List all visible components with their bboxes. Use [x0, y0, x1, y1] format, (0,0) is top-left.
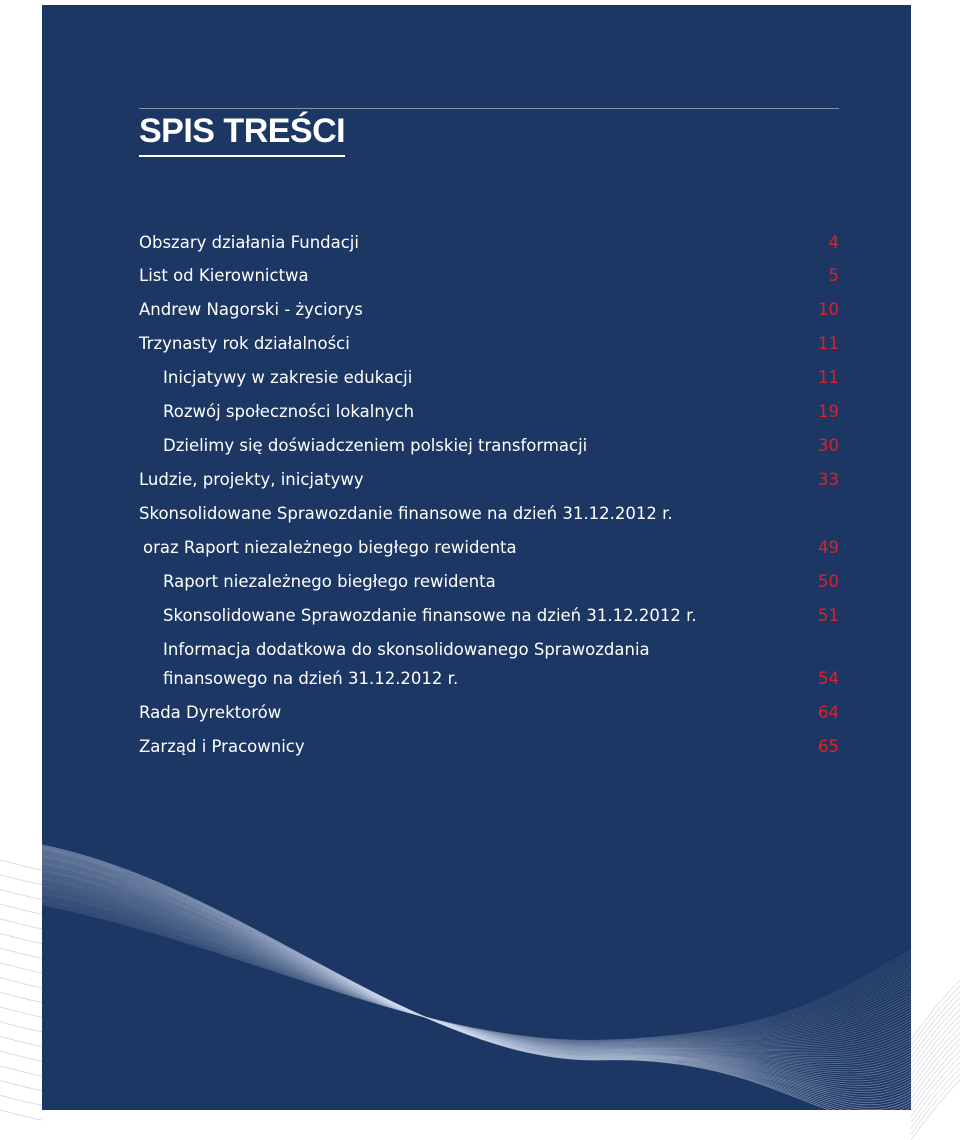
toc-entry-label: finansowego na dzień 31.12.2012 r. — [163, 669, 459, 688]
wave-line-right — [911, 1074, 960, 1134]
wave-line-left — [0, 963, 42, 973]
wave-line-right — [911, 1009, 960, 1069]
toc-entry-label: Inicjatywy w zakresie edukacji — [163, 368, 413, 387]
decorative-wave-lines — [42, 825, 911, 1110]
wave-line-right — [911, 1004, 960, 1064]
toc-entry-page: 10 — [818, 300, 839, 319]
toc-entry-page: 11 — [818, 368, 839, 387]
wave-line-right — [911, 1080, 960, 1140]
toc-entry-label: List od Kierownictwa — [139, 266, 309, 285]
toc-entry — [139, 436, 839, 466]
toc-entry-label: Trzynasty rok działalności — [139, 334, 350, 353]
toc-entry-page: 4 — [828, 233, 839, 252]
toc-entry-page: 49 — [818, 538, 839, 557]
toc-entry — [139, 737, 839, 767]
toc-entry-page: 50 — [818, 572, 839, 591]
toc-entry-label: Rozwój społeczności lokalnych — [163, 402, 415, 421]
toc-entry-page: 54 — [818, 669, 839, 688]
toc-entry-label: Obszary działania Fundacji — [139, 233, 359, 252]
toc-entry — [139, 402, 839, 432]
toc-entry-label: Ludzie, projekty, inicjatywy — [139, 470, 364, 489]
toc-entry-label: Rada Dyrektorów — [139, 703, 282, 722]
toc-entry-page: 11 — [818, 334, 839, 353]
toc-entry-page: 51 — [818, 606, 839, 625]
toc-entry — [139, 572, 839, 602]
toc-entry-page: 19 — [818, 402, 839, 421]
wave-line-left — [0, 1036, 42, 1046]
toc-entry — [139, 669, 839, 699]
wave-line-left — [0, 919, 42, 929]
toc-entry — [139, 266, 839, 296]
toc-entry — [139, 233, 839, 263]
wave-line-left — [0, 1066, 42, 1076]
toc-entry-label: Raport niezależnego biegłego rewidenta — [163, 572, 496, 591]
toc-entry-page: 64 — [818, 703, 839, 722]
toc-entry — [139, 470, 839, 500]
wave-line-right — [911, 1039, 960, 1099]
toc-entry-label: Andrew Nagorski - życiorys — [139, 300, 363, 319]
toc-entry-page: 30 — [818, 436, 839, 455]
wave-line-right — [911, 992, 960, 1052]
wave-line-left — [0, 889, 42, 899]
wave-line-left — [0, 934, 42, 944]
wave-line-left — [0, 1110, 42, 1120]
wave-line-right — [911, 1015, 960, 1075]
toc-entry-label: Zarząd i Pracownicy — [139, 737, 305, 756]
wave-line-right — [911, 986, 960, 1046]
toc-entry-label: oraz Raport niezależnego biegłego rewidenta — [143, 538, 517, 557]
toc-entry-page: 5 — [828, 266, 839, 285]
wave-line-left — [0, 978, 42, 988]
toc-entry — [139, 300, 839, 330]
document-page — [42, 5, 911, 1110]
wave-line-right — [911, 1062, 960, 1122]
toc-entry — [139, 504, 839, 534]
wave-line-left — [0, 1051, 42, 1061]
toc-entry-page: 33 — [818, 470, 839, 489]
toc-entry — [139, 640, 839, 670]
wave-line-right — [911, 980, 960, 1040]
toc-entry — [139, 368, 839, 398]
toc-entry-page: 65 — [818, 737, 839, 756]
toc-entry — [139, 538, 839, 568]
page-title: SPIS TREŚCI — [139, 109, 345, 157]
wave-line-left — [0, 1007, 42, 1017]
wave-line-left — [0, 860, 42, 870]
wave-line-right — [911, 1056, 960, 1116]
wave-line-left — [0, 1022, 42, 1032]
toc-entry-label: Dzielimy się doświadczeniem polskiej transformacji — [163, 436, 588, 455]
wave-line-right — [911, 1021, 960, 1081]
wave-line-right — [911, 1051, 960, 1111]
toc-entry — [139, 606, 839, 636]
wave-line-right — [911, 998, 960, 1058]
wave-line-left — [0, 1095, 42, 1105]
wave-line-right — [911, 1045, 960, 1105]
wave-line-right — [911, 1027, 960, 1087]
toc-entry — [139, 703, 839, 733]
wave-line-right — [911, 1068, 960, 1128]
wave-line-left — [0, 948, 42, 958]
wave-line-left — [0, 992, 42, 1002]
wave-line-right — [911, 1033, 960, 1093]
wave-line-left — [0, 875, 42, 885]
toc-entry-label: Informacja dodatkowa do skonsolidowanego Sprawozdania — [163, 640, 650, 659]
toc-entry-label: Skonsolidowane Sprawozdanie finansowe na dzień 31.12.2012 r. — [163, 606, 697, 625]
toc-entry — [139, 334, 839, 364]
toc-entry-label: Skonsolidowane Sprawozdanie finansowe na dzień 31.12.2012 r. — [139, 504, 673, 523]
wave-line-left — [0, 904, 42, 914]
wave-line-left — [0, 1081, 42, 1091]
